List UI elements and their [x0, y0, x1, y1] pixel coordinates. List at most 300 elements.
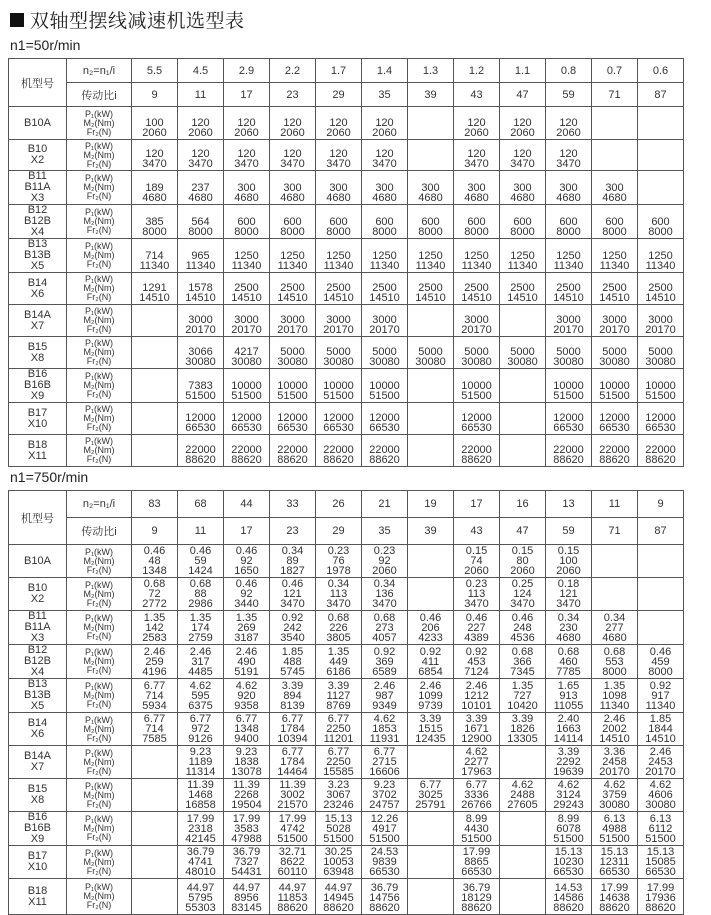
value-cell: 12000 66530	[224, 403, 270, 435]
model-cell: B17 X10	[9, 846, 67, 879]
value-cell: 3000 20170	[592, 305, 638, 337]
black-square-icon	[10, 13, 24, 27]
n2-value: 0.8	[546, 59, 592, 83]
n2-value: 68	[178, 491, 224, 518]
value-cell	[132, 879, 178, 915]
value-cell: 965 11340	[178, 239, 224, 273]
n2-value: 33	[270, 491, 316, 518]
value-cell: 11.39 2268 19504	[224, 779, 270, 812]
value-cell: 0.46 248 4536	[500, 611, 546, 645]
value-cell: 4.62 1853 11931	[362, 713, 408, 746]
value-cell: 0.15 74 2060	[454, 545, 500, 578]
table-row	[9, 305, 684, 337]
value-cell: 12000 66530	[316, 403, 362, 435]
value-cell: 0.15 80 2060	[500, 545, 546, 578]
value-cell: 300 4680	[546, 171, 592, 205]
value-cell: 300 4680	[454, 171, 500, 205]
value-cell: 10000 51500	[224, 369, 270, 403]
value-cell: 300 4680	[362, 171, 408, 205]
value-cell: 564 8000	[178, 205, 224, 239]
table-row	[9, 645, 684, 679]
value-cell: 17.99 17936 88620	[638, 879, 684, 915]
value-cell: 7383 51500	[178, 369, 224, 403]
ratio-value: 9	[132, 518, 178, 545]
value-cell: 1250 11340	[316, 239, 362, 273]
value-cell: 32.71 8622 60110	[270, 846, 316, 879]
table-row	[9, 746, 684, 779]
n2-value: 0.6	[638, 59, 684, 83]
value-cell	[408, 746, 454, 779]
value-cell: 1250 11340	[592, 239, 638, 273]
value-cell: 12000 66530	[592, 403, 638, 435]
value-cell: 15.13 5028 51500	[316, 812, 362, 846]
param-labels: P₁(kW) M₂(Nm) Fr₂(N)	[67, 746, 132, 779]
header-n2: n₂=n₁/i	[67, 491, 132, 518]
value-cell	[638, 611, 684, 645]
model-cell: B10A	[9, 545, 67, 578]
value-cell: 0.46 227 4389	[454, 611, 500, 645]
value-cell: 6.77 2250 15585	[316, 746, 362, 779]
n2-value: 19	[408, 491, 454, 518]
value-cell: 3.39 2292 19639	[546, 746, 592, 779]
value-cell: 0.68 460 7785	[546, 645, 592, 679]
value-cell	[132, 305, 178, 337]
value-cell	[592, 578, 638, 611]
value-cell: 4.62 2277 17963	[454, 746, 500, 779]
table-row	[9, 578, 684, 611]
value-cell: 2500 14510	[362, 273, 408, 305]
value-cell: 22000 88620	[592, 435, 638, 467]
param-labels: P₁(kW) M₂(Nm) Fr₂(N)	[67, 645, 132, 679]
value-cell	[132, 779, 178, 812]
value-cell: 2500 14510	[408, 273, 454, 305]
value-cell: 2500 14510	[638, 273, 684, 305]
value-cell: 600 8000	[362, 205, 408, 239]
value-cell: 120 3470	[316, 140, 362, 171]
value-cell: 1.35 269 3187	[224, 611, 270, 645]
param-labels: P₁(kW) M₂(Nm) Fr₂(N)	[67, 273, 132, 305]
value-cell	[500, 812, 546, 846]
value-cell: 2500 14510	[224, 273, 270, 305]
ratio-value: 43	[454, 83, 500, 107]
value-cell: 600 8000	[316, 205, 362, 239]
value-cell: 0.92 917 11340	[638, 679, 684, 713]
model-cell: B18 X11	[9, 879, 67, 915]
value-cell: 4.62 2488 27605	[500, 779, 546, 812]
value-cell: 120 3470	[454, 140, 500, 171]
value-cell: 0.23 113 3470	[454, 578, 500, 611]
value-cell: 0.46 206 4233	[408, 611, 454, 645]
value-cell: 0.68 273 4057	[362, 611, 408, 645]
value-cell: 2.46 1212 10101	[454, 679, 500, 713]
value-cell: 15.13 10230 66530	[546, 846, 592, 879]
value-cell	[132, 337, 178, 369]
value-cell: 3066 30080	[178, 337, 224, 369]
value-cell: 189 4680	[132, 171, 178, 205]
value-cell: 714 11340	[132, 239, 178, 273]
n2-value: 1.3	[408, 59, 454, 83]
value-cell: 17.99 8865 66530	[454, 846, 500, 879]
value-cell	[408, 578, 454, 611]
value-cell: 12.26 4917 51500	[362, 812, 408, 846]
param-labels: P₁(kW) M₂(Nm) Fr₂(N)	[67, 879, 132, 915]
value-cell: 0.46 59 1424	[178, 545, 224, 578]
n2-value: 1.2	[454, 59, 500, 83]
value-cell: 10000 51500	[592, 369, 638, 403]
n2-value: 0.7	[592, 59, 638, 83]
value-cell: 5000 30080	[316, 337, 362, 369]
value-cell: 2.40 1663 14114	[546, 713, 592, 746]
model-cell: B14 X6	[9, 273, 67, 305]
model-cell: B15 X8	[9, 337, 67, 369]
value-cell: 0.68 226 3805	[316, 611, 362, 645]
ratio-value: 71	[592, 518, 638, 545]
header-model: 机型号	[9, 59, 67, 107]
value-cell	[132, 369, 178, 403]
value-cell	[638, 578, 684, 611]
table-row	[9, 545, 684, 578]
param-labels: P₁(kW) M₂(Nm) Fr₂(N)	[67, 679, 132, 713]
value-cell	[408, 879, 454, 915]
value-cell: 3000 20170	[546, 305, 592, 337]
model-cell: B17 X10	[9, 403, 67, 435]
value-cell: 9.23 1189 11314	[178, 746, 224, 779]
value-cell: 9.23 3702 24757	[362, 779, 408, 812]
value-cell: 1250 11340	[500, 239, 546, 273]
param-labels: P₁(kW) M₂(Nm) Fr₂(N)	[67, 107, 132, 140]
value-cell: 10000 51500	[316, 369, 362, 403]
value-cell: 4217 30080	[224, 337, 270, 369]
value-cell: 0.68 553 8000	[592, 645, 638, 679]
value-cell: 600 8000	[454, 205, 500, 239]
value-cell: 36.79 18129 88620	[454, 879, 500, 915]
value-cell: 300 4680	[592, 171, 638, 205]
value-cell: 8.99 4430 51500	[454, 812, 500, 846]
table-row	[9, 679, 684, 713]
value-cell	[408, 846, 454, 879]
value-cell: 6.77 714 5934	[132, 679, 178, 713]
value-cell	[500, 846, 546, 879]
model-cell: B16 B16B X9	[9, 812, 67, 846]
ratio-value: 11	[178, 83, 224, 107]
value-cell: 2.46 1099 9739	[408, 679, 454, 713]
value-cell: 0.68 72 2772	[132, 578, 178, 611]
ratio-value: 71	[592, 83, 638, 107]
n2-value: 2.9	[224, 59, 270, 83]
value-cell: 300 4680	[408, 171, 454, 205]
value-cell: 22000 88620	[546, 435, 592, 467]
model-cell: B11 B11A X3	[9, 171, 67, 205]
value-cell: 0.25 124 3470	[500, 578, 546, 611]
ratio-value: 59	[546, 83, 592, 107]
value-cell: 10000 51500	[638, 369, 684, 403]
value-cell	[132, 846, 178, 879]
value-cell: 120 2060	[178, 107, 224, 140]
value-cell: 600 8000	[546, 205, 592, 239]
value-cell: 1.35 142 2583	[132, 611, 178, 645]
value-cell: 237 4680	[178, 171, 224, 205]
model-cell: B13 B13B X5	[9, 239, 67, 273]
ratio-value: 59	[546, 518, 592, 545]
value-cell: 22000 88620	[362, 435, 408, 467]
value-cell: 600 8000	[500, 205, 546, 239]
value-cell: 0.34 277 4680	[592, 611, 638, 645]
value-cell: 3000 20170	[362, 305, 408, 337]
value-cell: 120 3470	[270, 140, 316, 171]
value-cell: 0.23 76 1978	[316, 545, 362, 578]
table-row	[9, 846, 684, 879]
n2-value: 11	[592, 491, 638, 518]
value-cell	[500, 305, 546, 337]
n2-value: 13	[546, 491, 592, 518]
value-cell: 22000 88620	[316, 435, 362, 467]
value-cell: 600 8000	[270, 205, 316, 239]
value-cell	[408, 403, 454, 435]
value-cell: 120 3470	[546, 140, 592, 171]
value-cell: 9.23 1838 13078	[224, 746, 270, 779]
n2-value: 2.2	[270, 59, 316, 83]
value-cell: 17.99 2318 42145	[178, 812, 224, 846]
value-cell: 12000 66530	[454, 403, 500, 435]
value-cell: 1.85 1844 14510	[638, 713, 684, 746]
value-cell: 0.23 92 2060	[362, 545, 408, 578]
param-labels: P₁(kW) M₂(Nm) Fr₂(N)	[67, 779, 132, 812]
value-cell: 22000 88620	[454, 435, 500, 467]
value-cell: 120 2060	[546, 107, 592, 140]
value-cell: 17.99 14638 88620	[592, 879, 638, 915]
value-cell: 22000 88620	[270, 435, 316, 467]
selection-table-750rpm	[8, 490, 684, 915]
value-cell: 120 2060	[362, 107, 408, 140]
value-cell: 0.46 48 1348	[132, 545, 178, 578]
value-cell: 6.77 1784 10394	[270, 713, 316, 746]
value-cell: 1.35 727 10420	[500, 679, 546, 713]
value-cell	[638, 140, 684, 171]
param-labels: P₁(kW) M₂(Nm) Fr₂(N)	[67, 171, 132, 205]
model-cell: B14 X6	[9, 713, 67, 746]
value-cell: 6.77 1348 9400	[224, 713, 270, 746]
value-cell: 3.39 1127 8769	[316, 679, 362, 713]
value-cell: 0.92 242 3540	[270, 611, 316, 645]
model-cell: B14A X7	[9, 746, 67, 779]
value-cell: 385 8000	[132, 205, 178, 239]
ratio-value: 17	[224, 83, 270, 107]
value-cell: 12000 66530	[178, 403, 224, 435]
value-cell	[132, 812, 178, 846]
value-cell: 12000 66530	[270, 403, 316, 435]
value-cell: 300 4680	[270, 171, 316, 205]
value-cell: 24.53 9839 66530	[362, 846, 408, 879]
value-cell: 4.62 3124 29243	[546, 779, 592, 812]
table-row	[9, 779, 684, 812]
value-cell: 3.23 3067 23246	[316, 779, 362, 812]
header-ratio: 传动比i	[67, 83, 132, 107]
table-row	[9, 369, 684, 403]
value-cell: 1250 11340	[362, 239, 408, 273]
model-cell: B16 B16B X9	[9, 369, 67, 403]
table-row	[9, 611, 684, 645]
value-cell: 5000 30080	[592, 337, 638, 369]
value-cell	[408, 545, 454, 578]
header-n2: n₂=n₁/i	[67, 59, 132, 83]
value-cell: 2.46 490 5191	[224, 645, 270, 679]
value-cell: 5000 30080	[546, 337, 592, 369]
value-cell: 300 4680	[316, 171, 362, 205]
value-cell: 3000 20170	[224, 305, 270, 337]
value-cell	[500, 879, 546, 915]
value-cell: 11.39 3002 21570	[270, 779, 316, 812]
value-cell: 600 8000	[592, 205, 638, 239]
value-cell: 0.46 92 3440	[224, 578, 270, 611]
value-cell: 0.46 121 3470	[270, 578, 316, 611]
value-cell	[500, 403, 546, 435]
model-cell: B15 X8	[9, 779, 67, 812]
n2-value: 83	[132, 491, 178, 518]
value-cell: 10000 51500	[546, 369, 592, 403]
page-title-text: 双轴型摆线减速机选型表	[30, 11, 245, 32]
table-row	[9, 205, 684, 239]
value-cell: 120 3470	[362, 140, 408, 171]
value-cell: 12000 66530	[362, 403, 408, 435]
value-cell: 44.97 5795 55303	[178, 879, 224, 915]
table-row	[9, 273, 684, 305]
value-cell: 0.92 369 6589	[362, 645, 408, 679]
value-cell: 120 2060	[270, 107, 316, 140]
ratio-value: 47	[500, 83, 546, 107]
param-labels: P₁(kW) M₂(Nm) Fr₂(N)	[67, 403, 132, 435]
value-cell: 0.18 121 3470	[546, 578, 592, 611]
ratio-value: 87	[638, 83, 684, 107]
value-cell: 1250 11340	[546, 239, 592, 273]
ratio-value: 87	[638, 518, 684, 545]
value-cell: 44.97 8956 83145	[224, 879, 270, 915]
header-model: 机型号	[9, 491, 67, 545]
n2-value: 16	[500, 491, 546, 518]
value-cell: 2500 14510	[270, 273, 316, 305]
value-cell: 17.99 4742 51500	[270, 812, 316, 846]
n2-value: 21	[362, 491, 408, 518]
param-labels: P₁(kW) M₂(Nm) Fr₂(N)	[67, 205, 132, 239]
value-cell: 4.62 595 6375	[178, 679, 224, 713]
ratio-value: 35	[362, 83, 408, 107]
ratio-value: 23	[270, 518, 316, 545]
value-cell: 1291 14510	[132, 273, 178, 305]
ratio-value: 9	[132, 83, 178, 107]
value-cell: 600 8000	[408, 205, 454, 239]
value-cell: 36.79 7327 54431	[224, 846, 270, 879]
value-cell: 120 3470	[132, 140, 178, 171]
value-cell: 2.46 2002 14510	[592, 713, 638, 746]
value-cell	[638, 171, 684, 205]
param-labels: P₁(kW) M₂(Nm) Fr₂(N)	[67, 140, 132, 171]
ratio-value: 39	[408, 518, 454, 545]
n2-value: 1.4	[362, 59, 408, 83]
value-cell	[408, 812, 454, 846]
value-cell	[408, 305, 454, 337]
table-row	[9, 403, 684, 435]
value-cell	[500, 369, 546, 403]
ratio-value: 11	[178, 518, 224, 545]
param-labels: P₁(kW) M₂(Nm) Fr₂(N)	[67, 239, 132, 273]
value-cell: 3000 20170	[178, 305, 224, 337]
n2-value: 17	[454, 491, 500, 518]
value-cell: 0.68 88 2986	[178, 578, 224, 611]
ratio-value: 29	[316, 518, 362, 545]
value-cell: 0.46 92 1650	[224, 545, 270, 578]
value-cell: 1.85 488 5745	[270, 645, 316, 679]
value-cell	[638, 107, 684, 140]
param-labels: P₁(kW) M₂(Nm) Fr₂(N)	[67, 369, 132, 403]
n2-value: 4.5	[178, 59, 224, 83]
value-cell: 6.77 1784 14464	[270, 746, 316, 779]
param-labels: P₁(kW) M₂(Nm) Fr₂(N)	[67, 435, 132, 467]
n2-value: 5.5	[132, 59, 178, 83]
value-cell: 1250 11340	[408, 239, 454, 273]
value-cell: 300 4680	[500, 171, 546, 205]
value-cell: 0.34 230 4680	[546, 611, 592, 645]
ratio-value: 35	[362, 518, 408, 545]
value-cell: 0.15 100 2060	[546, 545, 592, 578]
value-cell: 30.25 10053 63948	[316, 846, 362, 879]
value-cell: 5000 30080	[408, 337, 454, 369]
value-cell: 1.65 913 11055	[546, 679, 592, 713]
value-cell: 6.13 6112 51500	[638, 812, 684, 846]
param-labels: P₁(kW) M₂(Nm) Fr₂(N)	[67, 545, 132, 578]
model-cell: B12 B12B X4	[9, 205, 67, 239]
table-row	[9, 435, 684, 467]
table-row	[9, 171, 684, 205]
value-cell	[592, 545, 638, 578]
value-cell: 600 8000	[638, 205, 684, 239]
header-ratio: 传动比i	[67, 518, 132, 545]
value-cell: 0.34 136 3470	[362, 578, 408, 611]
value-cell: 0.92 453 7124	[454, 645, 500, 679]
value-cell: 0.34 113 3470	[316, 578, 362, 611]
param-labels: P₁(kW) M₂(Nm) Fr₂(N)	[67, 578, 132, 611]
ratio-value: 29	[316, 83, 362, 107]
model-cell: B13 B13B X5	[9, 679, 67, 713]
table-row	[9, 812, 684, 846]
value-cell: 12000 66530	[638, 403, 684, 435]
value-cell: 2500 14510	[454, 273, 500, 305]
value-cell: 2500 14510	[546, 273, 592, 305]
value-cell: 2500 14510	[592, 273, 638, 305]
value-cell: 1250 11340	[638, 239, 684, 273]
value-cell: 6.77 714 7585	[132, 713, 178, 746]
value-cell: 5000 30080	[500, 337, 546, 369]
param-labels: P₁(kW) M₂(Nm) Fr₂(N)	[67, 611, 132, 645]
value-cell: 6.13 4988 51500	[592, 812, 638, 846]
value-cell: 22000 88620	[178, 435, 224, 467]
value-cell: 5000 30080	[638, 337, 684, 369]
value-cell: 15.13 15085 66530	[638, 846, 684, 879]
value-cell: 44.97 11853 88620	[270, 879, 316, 915]
ratio-value: 43	[454, 518, 500, 545]
value-cell	[132, 746, 178, 779]
table-row	[9, 107, 684, 140]
value-cell	[132, 403, 178, 435]
value-cell: 3.39 1671 12900	[454, 713, 500, 746]
value-cell: 11.39 1468 16858	[178, 779, 224, 812]
param-labels: P₁(kW) M₂(Nm) Fr₂(N)	[67, 812, 132, 846]
n2-value: 44	[224, 491, 270, 518]
model-cell: B11 B11A X3	[9, 611, 67, 645]
value-cell: 300 4680	[224, 171, 270, 205]
value-cell: 100 2060	[132, 107, 178, 140]
value-cell: 3.39 1826 13305	[500, 713, 546, 746]
value-cell: 1.35 449 6186	[316, 645, 362, 679]
param-labels: P₁(kW) M₂(Nm) Fr₂(N)	[67, 846, 132, 879]
